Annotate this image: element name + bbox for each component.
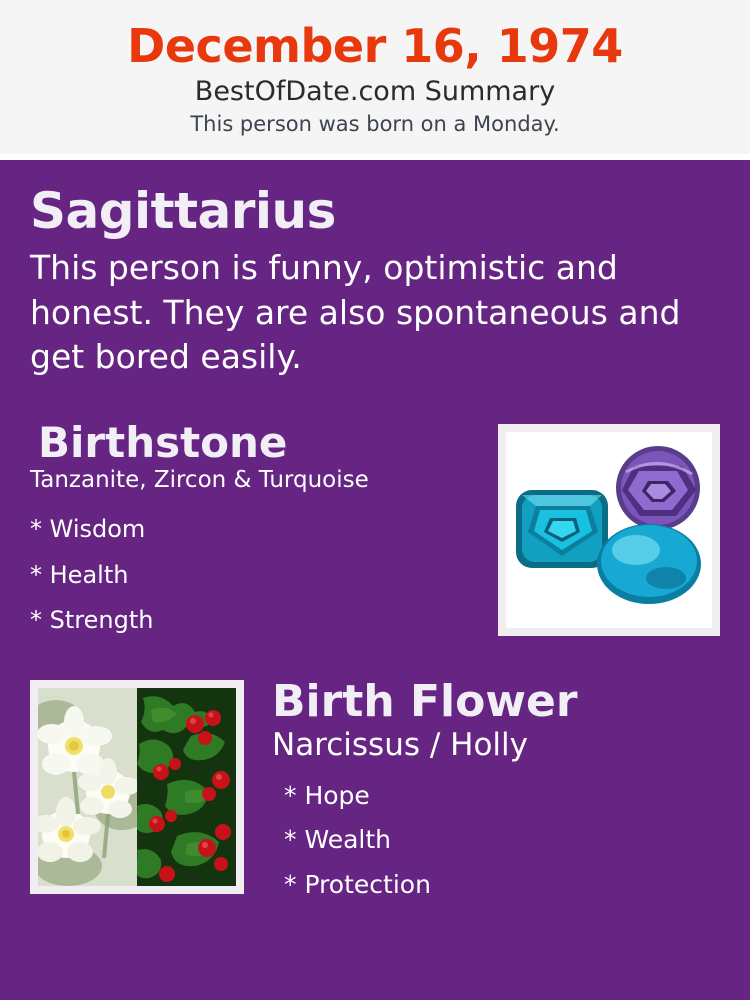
- birthstone-names: Tanzanite, Zircon & Turquoise: [30, 466, 369, 493]
- list-item: * Health: [30, 560, 129, 589]
- gems-illustration: [506, 432, 712, 628]
- main-content: [0, 160, 750, 1000]
- birth-flower-title: Birth Flower: [272, 675, 578, 727]
- zodiac-sign-title: Sagittarius: [30, 182, 336, 241]
- birth-flower-section: [30, 675, 720, 908]
- page-title: December 16, 1974: [127, 19, 623, 73]
- narcissus-photo-half: [38, 688, 137, 886]
- born-day-note: This person was born on a Monday.: [190, 111, 560, 136]
- birthstone-text: [30, 417, 498, 644]
- list-item: * Protection: [284, 869, 431, 899]
- birthstone-title: Birthstone: [38, 417, 288, 467]
- birthstone-traits-list: [30, 507, 488, 644]
- list-item: * Strength: [30, 606, 154, 635]
- list-item: * Wisdom: [30, 515, 146, 544]
- birth-flower-text: [244, 675, 720, 908]
- list-item: * Hope: [284, 780, 370, 810]
- holly-photo-half: [137, 688, 236, 886]
- list-item: * Wealth: [284, 825, 391, 855]
- birthstone-gems-photo: [506, 432, 712, 628]
- birthstone-section: [30, 417, 720, 644]
- zodiac-description: This person is funny, optimistic and honest. They are also spontaneous and get bored easily.: [30, 248, 681, 377]
- narcissus-illustration: [38, 688, 137, 886]
- birth-flower-names: Narcissus / Holly: [272, 726, 529, 763]
- site-summary-label: BestOfDate.com Summary: [194, 76, 556, 108]
- header: [0, 0, 750, 154]
- birth-flower-photo: [38, 688, 236, 886]
- holly-illustration: [137, 688, 236, 886]
- birth-flower-traits-list: [272, 774, 720, 908]
- birth-flower-photo-frame: [30, 680, 244, 894]
- birthstone-photo-frame: [498, 424, 720, 636]
